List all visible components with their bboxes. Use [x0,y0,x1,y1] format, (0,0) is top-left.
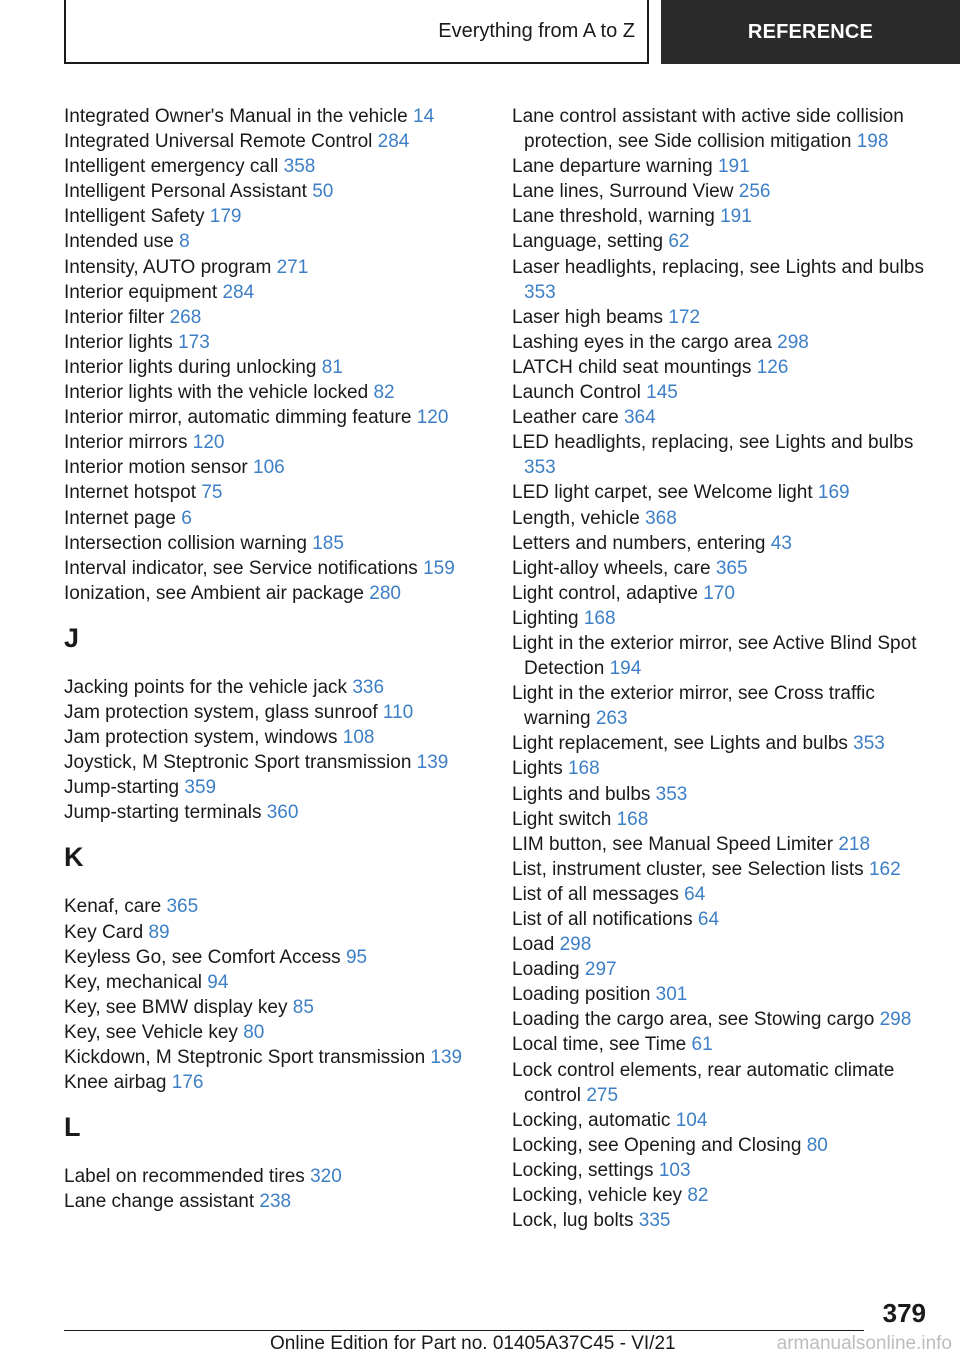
index-entry-term: List, instrument cluster, see Selection lists [512,858,864,880]
index-entry [64,330,504,355]
index-entry-page-link[interactable]: 238 [259,1191,292,1213]
index-entry [64,355,504,380]
index-entry-page-link[interactable]: 50 [312,181,334,203]
index-entry-page-link[interactable]: 320 [310,1166,342,1188]
index-entry-term: Kickdown, M Steptronic Sport transmission [64,1047,426,1068]
index-entry-term: Loading [512,959,580,981]
index-entry-page-link[interactable]: 179 [209,206,242,228]
index-letter-heading: J [64,622,80,653]
index-entry [64,1164,504,1189]
index-entry [64,380,504,405]
index-entry-term: Laser headlights, replacing, see Lights and bulbs [512,256,924,278]
index-entry [512,330,932,355]
index-entry [512,606,932,631]
index-entry-term: Interior filter [64,306,165,328]
index-entry-page-link[interactable]: 168 [616,808,649,830]
index-entry-page-link[interactable]: 80 [243,1021,265,1043]
index-entry-page-link[interactable]: 358 [283,156,316,178]
index-entry-page-link[interactable]: 298 [879,1009,912,1031]
index-entry-page-link[interactable]: 6 [181,507,192,529]
index-entry [512,229,932,254]
index-entry [64,1020,504,1045]
index-entry-term: Key, see Vehicle key [64,1021,238,1043]
header-section-box [64,0,649,64]
index-entry-term: Lock control elements, rear automatic climate control [512,1059,895,1106]
index-entry [64,531,504,556]
index-entry [512,480,932,505]
index-entry-page-link[interactable]: 162 [868,858,901,880]
index-entry [512,179,932,204]
index-entry-term: Lane control assistant with active side collision protection, see Side collision mitigation [512,106,904,153]
index-entry [64,995,504,1020]
index-entry [64,1189,504,1214]
index-entry [512,1108,932,1133]
index-entry-page-link[interactable]: 191 [717,156,750,178]
index-entry-page-link[interactable]: 280 [369,582,401,604]
header-section-title: Everything from A to Z [438,19,635,42]
index-entry-page-link[interactable]: 198 [856,131,889,153]
index-entry-term: Light control, adaptive [512,582,698,604]
index-entry-page-link[interactable]: 172 [668,306,701,328]
index-entry-term: Label on recommended tires [64,1166,305,1188]
index-entry [64,154,504,179]
index-entry [512,631,932,681]
index-entry [512,531,932,556]
index-entry-page-link[interactable]: 191 [720,206,752,228]
index-entry [512,506,932,531]
index-entry-term: Length, vehicle [512,507,640,529]
index-entry-term: Ionization, see Ambient air package [64,582,364,604]
index-entry [512,255,932,305]
index-entry-page-link[interactable]: 168 [567,758,600,780]
index-entry-term: Lane change assistant [64,1191,255,1213]
index-entry-page-link[interactable]: 335 [638,1210,671,1232]
index-entry [512,355,932,380]
index-entry-page-link[interactable]: 139 [416,752,449,774]
index-entry [64,255,504,280]
index-entry-term: Loading the cargo area, see Stowing cargo [512,1009,875,1031]
index-entry [64,305,504,330]
index-entry-term: Intelligent Safety [64,206,205,228]
index-entry-term: Light-alloy wheels, care [512,557,711,579]
footer-edition: Online Edition for Part no. 01405A37C45 - VI/21 [270,1333,676,1354]
index-entry [512,932,932,957]
index-entry [512,1007,932,1032]
index-entry-term: Loading position [512,984,651,1006]
index-entry-term: Interior lights during unlocking [64,356,317,378]
index-entry-term: Language, setting [512,231,664,253]
index-entry-page-link[interactable]: 194 [609,658,642,680]
index-entry [64,894,504,919]
index-entry-term: Jump-starting terminals [64,802,262,824]
index-letter-heading: L [64,1112,81,1143]
index-entry [64,1070,504,1095]
index-entry [64,104,504,129]
index-entry-page-link[interactable]: 284 [222,281,255,303]
index-entry-page-link[interactable]: 275 [586,1084,619,1106]
index-entry-page-link[interactable]: 110 [382,701,414,723]
index-entry [64,945,504,970]
index-entry [64,455,504,480]
index-entry [64,675,504,700]
index-entry [512,832,932,857]
index-entry-term: Interval indicator, see Service notifications [64,557,418,579]
index-entry-page-link[interactable]: 106 [253,457,285,479]
index-entry-page-link[interactable]: 168 [583,607,616,629]
index-entry-page-link[interactable]: 64 [697,909,720,930]
index-entry-page-link[interactable]: 126 [756,356,789,378]
index-entry [512,982,932,1007]
index-entry-page-link[interactable]: 139 [430,1047,463,1068]
index-entry-term: Kenaf, care [64,896,162,918]
index-entry-term: Lane lines, Surround View [512,181,734,203]
index-entry-term: LED headlights, replacing, see Lights and bulbs [512,432,914,454]
index-column-right [512,104,932,1233]
index-entry [512,556,932,581]
index-entry [64,430,504,455]
index-entry-page-link[interactable]: 95 [345,946,368,968]
index-entry [64,229,504,254]
index-entry [64,556,504,581]
index-entry [512,1208,932,1233]
index-entry-page-link[interactable]: 298 [559,934,592,956]
index-entry [512,756,932,781]
index-entry-term: Key, mechanical [64,971,202,993]
index-entry-term: Knee airbag [64,1072,167,1094]
index-entry [64,581,504,606]
index-entry-term: Joystick, M Steptronic Sport transmission [64,752,412,774]
index-entry-term: Jam protection system, windows [64,727,338,749]
index-entry [512,104,932,154]
index-entry [512,957,932,982]
index-entry-page-link[interactable]: 185 [312,532,344,554]
index-entry-page-link[interactable]: 43 [770,532,792,554]
index-entry-page-link[interactable]: 75 [201,482,223,504]
index-entry-page-link[interactable]: 120 [192,432,225,454]
index-entry [512,882,932,907]
header-chapter-title: REFERENCE [747,20,874,43]
index-entry-term: Interior lights with the vehicle locked [64,382,369,404]
index-entry-page-link[interactable]: 173 [178,331,210,353]
index-entry-page-link[interactable]: 159 [423,557,455,579]
index-entry-term: Interior mirrors [64,432,188,454]
index-entry-term: List of all messages [512,883,679,905]
index-entry [64,920,504,945]
index-entry-term: Locking, settings [512,1159,654,1181]
index-entry-term: Locking, vehicle key [512,1185,683,1207]
index-entry-term: Interior motion sensor [64,457,248,479]
index-entry-term: Launch Control [512,382,641,404]
index-entry-term: Jam protection system, glass sunroof [64,701,378,723]
index-entry [64,700,504,725]
index-entry-term: Lane threshold, warning [512,206,715,228]
index-entry [64,129,504,154]
index-entry-term: Light replacement, see Lights and bulbs [512,733,848,755]
index-entry-page-link[interactable]: 81 [321,356,343,378]
index-entry-term: Internet hotspot [64,482,197,504]
index-entry [512,405,932,430]
watermark: armanualsonline.info [776,1333,952,1354]
index-entry [64,775,504,800]
index-entry-page-link[interactable]: 360 [266,802,299,824]
index-entry-term: Lights [512,758,563,780]
index-entry-term: Jacking points for the vehicle jack [64,676,348,698]
index-entry-page-link[interactable]: 176 [171,1072,204,1094]
index-entry-page-link[interactable]: 353 [524,457,556,479]
index-entry-page-link[interactable]: 62 [668,231,690,253]
index-entry-page-link[interactable]: 170 [703,582,735,604]
index-entry-term: Key, see BMW display key [64,996,288,1018]
index-entry-page-link[interactable]: 89 [148,921,170,943]
index-entry [512,204,932,229]
index-entry-term: LATCH child seat mountings [512,356,752,378]
index-entry-page-link[interactable]: 14 [413,106,435,127]
index-entry-page-link[interactable]: 364 [623,407,656,429]
index-entry [512,907,932,932]
index-entry [64,405,504,430]
index-entry-page-link[interactable]: 353 [524,281,556,303]
index-entry [512,1058,932,1108]
index-entry [512,1158,932,1183]
index-entry-term: Intersection collision warning [64,532,307,554]
index-entry-page-link[interactable]: 256 [738,181,771,203]
index-entry-term: Lights and bulbs [512,783,651,805]
index-entry-term: Light in the exterior mirror, see Active Blind Spot Detection [512,632,917,680]
index-entry-term: Light in the exterior mirror, see Cross traffic warning [512,683,875,730]
index-entry-term: Light switch [512,808,612,830]
page-number: 379 [882,1298,926,1328]
index-entry-term: Laser high beams [512,306,664,328]
index-entry-page-link[interactable]: 82 [373,382,395,404]
header-chapter-tab [661,0,960,64]
index-entry-page-link[interactable]: 298 [777,331,809,353]
index-entry-page-link[interactable]: 8 [179,231,190,253]
index-entry-page-link[interactable]: 268 [169,306,202,328]
index-entry-term: Lock, lug bolts [512,1210,634,1232]
index-column-left [64,104,504,1214]
index-entry-term: Leather care [512,407,619,429]
index-entry [64,800,504,825]
index-entry-page-link[interactable]: 368 [645,507,677,529]
index-entry-page-link[interactable]: 353 [655,783,688,805]
index-entry-term: LED light carpet, see Welcome light [512,482,813,504]
index-entry-term: Lane departure warning [512,156,713,178]
index-entry [512,782,932,807]
index-entry-term: Integrated Owner's Manual in the vehicle [64,106,408,127]
index-entry-term: Lighting [512,607,579,629]
index-entry [512,731,932,756]
index-entry [512,681,932,731]
index-entry-page-link[interactable]: 61 [691,1034,713,1056]
index-entry-page-link[interactable]: 353 [853,733,885,755]
index-entry [64,1045,504,1070]
index-entry-page-link[interactable]: 145 [646,382,678,404]
index-entry-page-link[interactable]: 104 [675,1109,708,1131]
index-entry [64,750,504,775]
index-entry-page-link[interactable]: 297 [584,959,617,981]
index-entry-term: Locking, see Opening and Closing [512,1134,802,1156]
index-entry [64,204,504,229]
index-entry [64,506,504,531]
index-entry-term: Intelligent emergency call [64,156,279,178]
index-entry-page-link[interactable]: 359 [184,777,217,799]
index-entry-page-link[interactable]: 80 [806,1134,828,1156]
index-entry [64,179,504,204]
index-entry [512,807,932,832]
index-entry-term: Interior equipment [64,281,218,303]
footer-divider [64,1330,864,1331]
index-entry-page-link[interactable]: 336 [352,676,385,698]
index-entry-term: Letters and numbers, entering [512,532,766,554]
index-entry-page-link[interactable]: 94 [207,971,229,993]
index-entry-page-link[interactable]: 108 [342,727,375,749]
index-entry [64,725,504,750]
index-entry [512,857,932,882]
index-entry [512,1183,932,1208]
index-entry-term: Intended use [64,231,174,253]
index-entry-term: Load [512,934,555,956]
index-entry-page-link[interactable]: 218 [838,833,871,855]
index-entry-term: Keyless Go, see Comfort Access [64,946,341,968]
index-entry-term: Interior mirror, automatic dimming feature [64,407,412,429]
index-entry [64,280,504,305]
index-entry-page-link[interactable]: 365 [715,557,748,579]
index-entry [512,430,932,480]
index-entry [64,970,504,995]
index-entry [512,581,932,606]
index-entry-term: LIM button, see Manual Speed Limiter [512,833,834,855]
index-entry-page-link[interactable]: 301 [655,984,688,1006]
index-entry [512,380,932,405]
index-entry [512,1032,932,1057]
index-entry-page-link[interactable]: 85 [292,996,314,1018]
index-entry-term: Local time, see Time [512,1034,687,1056]
index-entry-page-link[interactable]: 103 [658,1159,691,1181]
index-entry-page-link[interactable]: 271 [276,256,309,278]
index-entry [512,1133,932,1158]
index-entry-page-link[interactable]: 263 [595,708,628,730]
index-entry-page-link[interactable]: 169 [817,482,850,504]
index-entry-page-link[interactable]: 365 [166,896,199,918]
index-entry [512,154,932,179]
index-entry-term: Internet page [64,507,176,529]
index-entry-term: Interior lights [64,331,173,353]
index-entry-page-link[interactable]: 284 [377,131,410,153]
index-entry-term: Key Card [64,921,144,943]
index-letter-heading: K [64,842,84,873]
index-entry-term: Locking, automatic [512,1109,671,1131]
index-entry [512,305,932,330]
index-entry-page-link[interactable]: 64 [684,883,706,905]
index-entry-term: Lashing eyes in the cargo area [512,331,772,353]
index-entry-page-link[interactable]: 120 [416,407,449,429]
index-entry-term: Intelligent Personal Assistant [64,181,307,203]
index-entry-term: List of all notifications [512,909,693,930]
index-entry-page-link[interactable]: 82 [687,1185,709,1207]
index-entry [64,480,504,505]
index-entry-term: Jump-starting [64,777,180,799]
index-entry-term: Intensity, AUTO program [64,256,272,278]
index-entry-term: Integrated Universal Remote Control [64,131,373,153]
